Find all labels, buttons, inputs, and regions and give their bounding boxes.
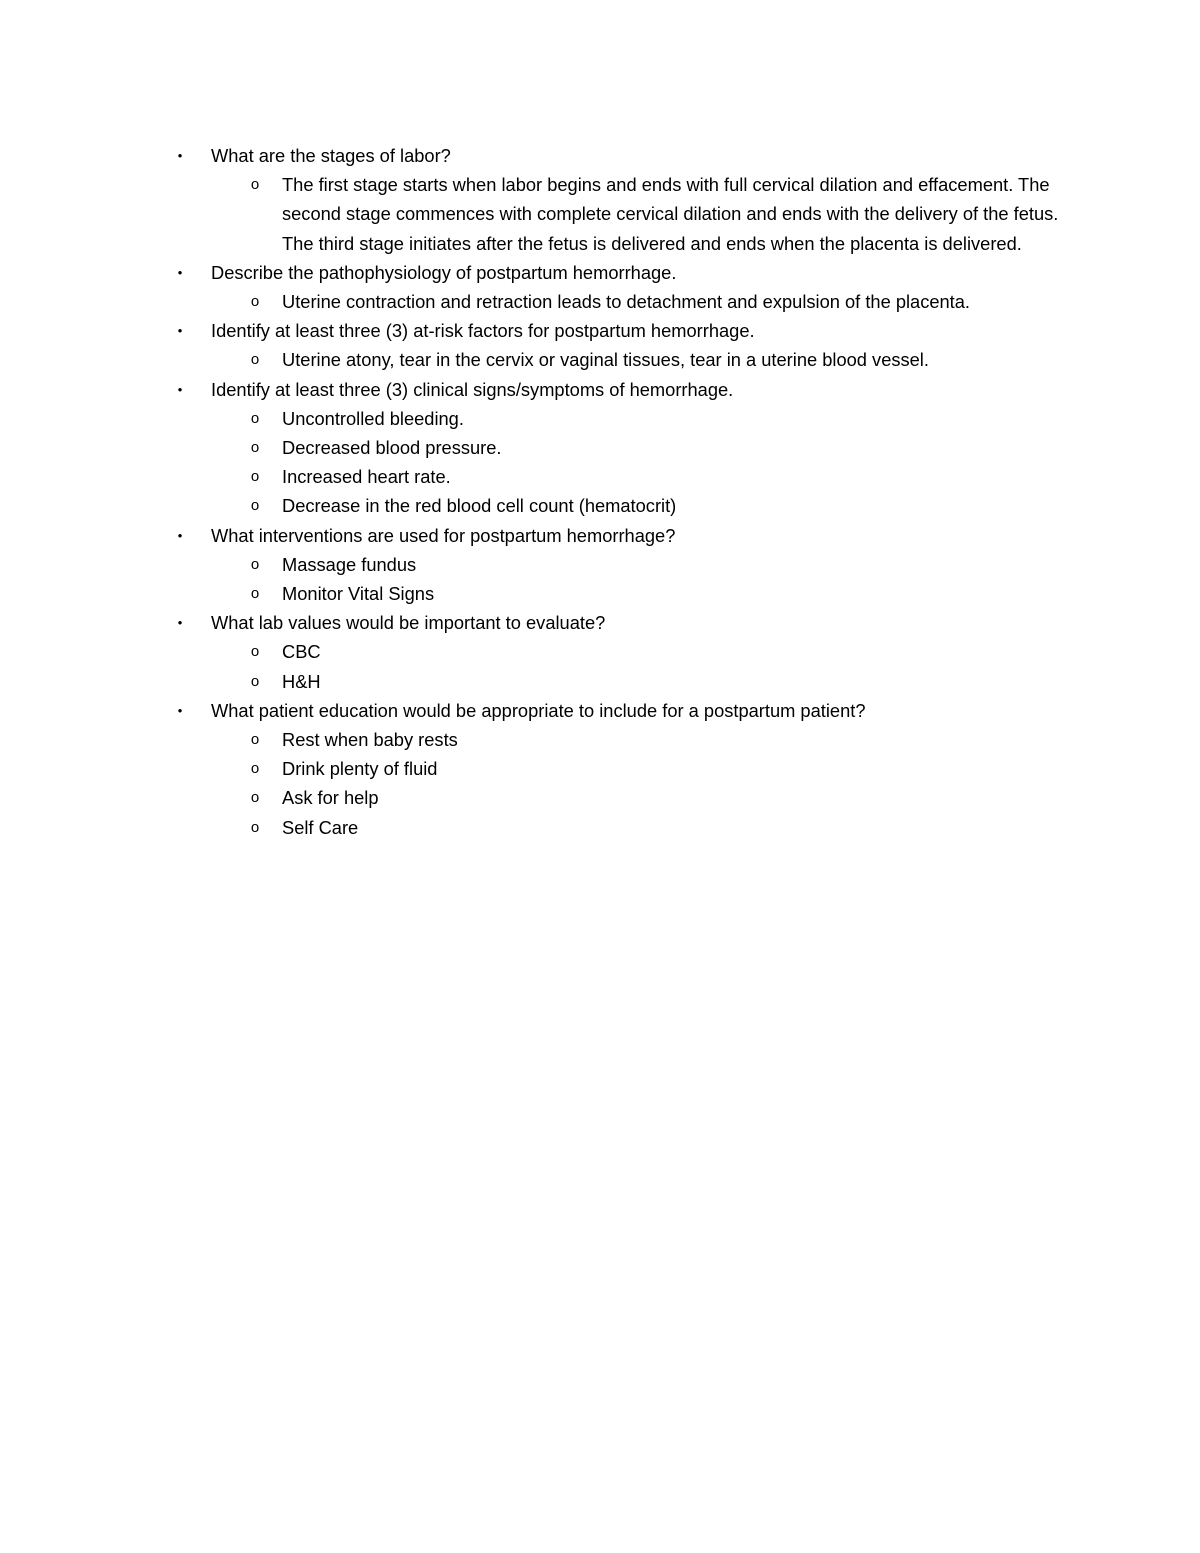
bullet-circle-icon: o: [250, 468, 260, 486]
question-text: What are the stages of labor?: [211, 145, 451, 166]
bullet-dot-icon: •: [177, 148, 183, 163]
answer-text: Self Care: [282, 816, 359, 838]
answer-text: Uterine atony, tear in the cervix or vaginal tissues, tear in a uterine blood vessel.: [282, 349, 929, 371]
answer-text: CBC: [282, 641, 321, 663]
answer-list: [211, 170, 1071, 258]
question-item: [0, 608, 1071, 696]
answer-text: H&H: [282, 670, 321, 692]
answer-text: Increased heart rate.: [282, 466, 451, 488]
answer-item: [250, 491, 1062, 520]
answer-item: [250, 579, 1062, 608]
bullet-dot-icon: •: [177, 615, 183, 631]
answer-item: [250, 462, 1062, 491]
bullet-circle-icon: o: [250, 439, 260, 457]
question-item: [0, 258, 1071, 316]
answer-item: [250, 637, 1062, 666]
bullet-circle-icon: o: [250, 176, 260, 194]
answer-text: The first stage starts when labor begins and ends with full cervical dilation and effacement. The second stage commences with complete cervical dilation and ends with the delivery of the fetus. The third stage initiates after the fetus is delivered and ends when the placenta is delivered.: [282, 174, 1059, 254]
answer-item: [250, 170, 1062, 258]
question-item: [0, 696, 1071, 842]
answer-item: [250, 754, 1062, 783]
answer-text: Monitor Vital Signs: [282, 583, 435, 605]
question-item: [0, 375, 1071, 521]
answer-item: [250, 783, 1062, 812]
answer-list: [211, 404, 1071, 521]
answer-text: Uncontrolled bleeding.: [282, 407, 464, 429]
bullet-circle-icon: o: [250, 818, 260, 836]
question-text: Identify at least three (3) at-risk factors for postpartum hemorrhage.: [211, 320, 755, 342]
bullet-dot-icon: •: [177, 264, 183, 280]
bullet-circle-icon: o: [250, 409, 260, 427]
answer-list: [211, 550, 1071, 608]
answer-item: [250, 667, 1062, 696]
bullet-circle-icon: o: [250, 789, 260, 807]
answer-list: [211, 345, 1071, 374]
answer-text: Ask for help: [282, 787, 379, 809]
answer-item: [250, 345, 1062, 374]
answer-text: Decreased blood pressure.: [282, 437, 502, 459]
answer-item: [250, 725, 1062, 754]
answer-text: Decrease in the red blood cell count (hematocrit): [282, 495, 677, 517]
answer-list: [211, 287, 1071, 316]
bullet-circle-icon: o: [250, 497, 260, 515]
bullet-dot-icon: •: [177, 527, 183, 543]
bullet-circle-icon: o: [250, 555, 260, 573]
answer-item: [250, 287, 1062, 316]
question-text: What patient education would be appropriate to include for a postpartum patient?: [211, 699, 866, 721]
question-text: Describe the pathophysiology of postpartum hemorrhage.: [211, 261, 677, 283]
answer-text: Drink plenty of fluid: [282, 758, 438, 780]
bullet-circle-icon: o: [250, 643, 260, 661]
answer-text: Rest when baby rests: [282, 729, 458, 751]
answer-item: [250, 404, 1062, 433]
bullet-circle-icon: o: [250, 672, 260, 690]
question-text: Identify at least three (3) clinical signs/symptoms of hemorrhage.: [211, 378, 734, 400]
answer-list: [211, 637, 1071, 695]
bullet-circle-icon: o: [250, 351, 260, 369]
bullet-dot-icon: •: [177, 381, 183, 397]
answer-list: [211, 725, 1071, 842]
question-item: [0, 521, 1071, 609]
question-text: What lab values would be important to evaluate?: [211, 612, 606, 634]
question-list: [0, 141, 1200, 842]
answer-item: [250, 433, 1062, 462]
bullet-dot-icon: •: [177, 702, 183, 718]
answer-text: Massage fundus: [282, 553, 417, 575]
bullet-circle-icon: o: [250, 585, 260, 603]
bullet-circle-icon: o: [250, 293, 260, 311]
answer-text: Uterine contraction and retraction leads to detachment and expulsion of the placenta.: [282, 291, 971, 313]
question-text: What interventions are used for postpartum hemorrhage?: [211, 524, 676, 546]
question-item: [0, 316, 1071, 374]
bullet-dot-icon: •: [177, 323, 183, 339]
question-item: [0, 141, 1071, 258]
bullet-circle-icon: o: [250, 731, 260, 749]
answer-item: [250, 550, 1062, 579]
answer-item: [250, 813, 1062, 842]
bullet-circle-icon: o: [250, 760, 260, 778]
